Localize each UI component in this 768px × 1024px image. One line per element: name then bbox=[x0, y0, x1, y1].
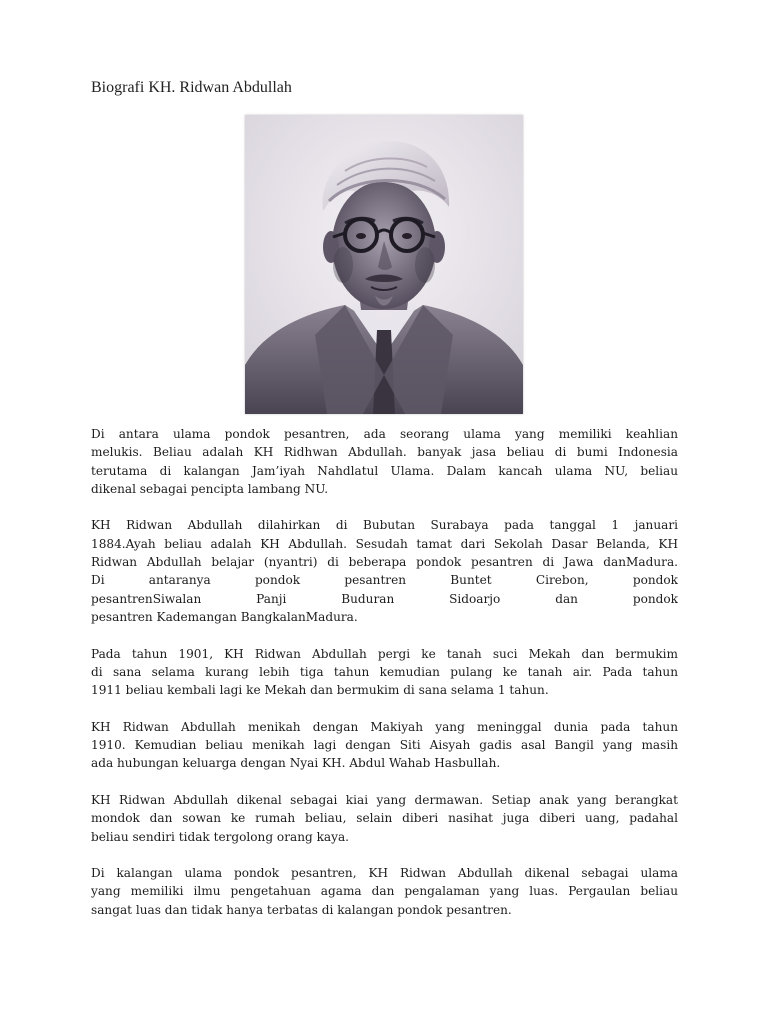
paragraph-5 bbox=[91, 791, 678, 846]
text-line: KH Ridwan Abdullah dikenal sebagai kiai yang dermawan. Setiap anak yang berangkat bbox=[91, 792, 678, 807]
text-line: terutama di kalangan Jam’iyah Nahdlatul Ulama. Dalam kancah ulama NU, beliau bbox=[91, 463, 678, 478]
text-line: 1910. Kemudian beliau menikah lagi dengan Siti Aisyah gadis asal Bangil yang masih bbox=[91, 738, 678, 753]
document-title: Biografi KH. Ridwan Abdullah bbox=[91, 79, 292, 96]
text-line: dikenal sebagai pencipta lambang NU. bbox=[91, 481, 329, 496]
text-line: 1884.Ayah beliau adalah KH Abdullah. Sesudah tamat dari Sekolah Dasar Belanda, KH bbox=[91, 536, 678, 551]
paragraph-3 bbox=[91, 645, 678, 700]
text-line: Di antara ulama pondok pesantren, ada seorang ulama yang memiliki keahlian bbox=[91, 427, 678, 441]
text-line: mondok dan sowan ke rumah beliau, selain diberi nasihat juga diberi uang, padahal bbox=[91, 811, 678, 826]
text-line: sangat luas dan tidak hanya terbatas di kalangan pondok pesantren. bbox=[91, 902, 512, 917]
text-line: pesantren Kademangan BangkalanMadura. bbox=[91, 609, 358, 624]
text-line: Pada tahun 1901, KH Ridwan Abdullah pergi ke tanah suci Mekah dan bermukim bbox=[91, 646, 678, 661]
text-line: 1911 beliau kembali lagi ke Mekah dan bermukim di sana selama 1 tahun. bbox=[91, 683, 549, 698]
portrait-photo bbox=[245, 115, 523, 414]
text-line: beliau sendiri tidak tergolong orang kaya. bbox=[91, 829, 350, 844]
text-line: melukis. Beliau adalah KH Ridhwan Abdullah. banyak jasa beliau di bumi Indonesia bbox=[91, 445, 678, 460]
paragraph-6 bbox=[91, 864, 678, 919]
text-line: Di antaranya pondok pesantren Buntet Cirebon, pondok bbox=[91, 573, 678, 588]
paragraph-4 bbox=[91, 718, 678, 773]
text-line: Ridwan Abdullah belajar (nyantri) di beberapa pondok pesantren di Jawa danMadura. bbox=[91, 555, 678, 570]
text-line: yang memiliki ilmu pengetahuan agama dan pengalaman yang luas. Pergaulan beliau bbox=[91, 884, 678, 899]
portrait-illustration bbox=[245, 115, 523, 414]
text-line: pesantrenSiwalan Panji Buduran Sidoarjo dan pondok bbox=[91, 591, 678, 606]
text-line: Di kalangan ulama pondok pesantren, KH Ridwan Abdullah dikenal sebagai ulama bbox=[91, 866, 678, 881]
document-body bbox=[91, 425, 678, 937]
text-line: KH Ridwan Abdullah dilahirkan di Bubutan Surabaya pada tanggal 1 januari bbox=[91, 518, 678, 533]
paragraph-1 bbox=[91, 425, 678, 498]
text-line: KH Ridwan Abdullah menikah dengan Makiyah yang meninggal dunia pada tahun bbox=[91, 719, 678, 734]
text-line: ada hubungan keluarga dengan Nyai KH. Abdul Wahab Hasbullah. bbox=[91, 756, 501, 771]
text-line: di sana selama kurang lebih tiga tahun kemudian pulang ke tanah air. Pada tahun bbox=[91, 664, 678, 679]
paragraph-2 bbox=[91, 516, 678, 626]
